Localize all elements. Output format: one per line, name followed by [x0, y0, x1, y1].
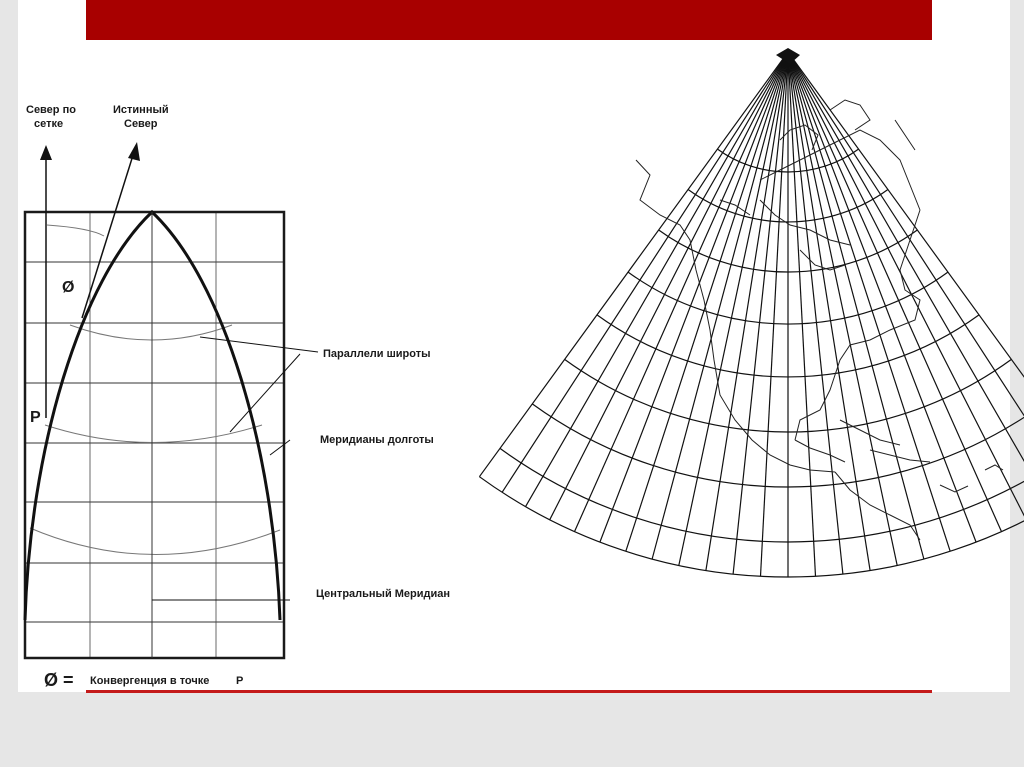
map-meridian-line — [600, 52, 788, 542]
map-meridian-line — [788, 52, 1002, 532]
parallels-label: Параллели широты — [323, 348, 431, 360]
pointer-meridians — [270, 440, 290, 455]
central-meridian-label: Центральный Меридиан — [316, 588, 451, 600]
map-meridian-line — [761, 52, 789, 576]
grid-north-arrowhead — [40, 145, 52, 160]
meridians-label: Меридианы долготы — [320, 434, 434, 446]
pointer-parallels-2 — [230, 354, 300, 432]
map-meridian-line — [479, 52, 788, 477]
legend-point: P — [236, 675, 244, 687]
grid-north-label-line1: Север по — [26, 104, 76, 116]
continent-outline — [636, 100, 1003, 540]
map-meridian-line — [526, 52, 789, 507]
map-meridian-line — [788, 52, 843, 574]
map-meridian-line — [788, 52, 976, 542]
projection-map — [479, 48, 1024, 577]
map-meridian-line — [502, 52, 788, 492]
pointer-parallels-1 — [200, 337, 318, 352]
true-north-arrowhead — [128, 142, 140, 161]
latitude-parallels — [30, 225, 280, 555]
map-meridian-line — [550, 52, 788, 520]
map-meridian-line — [626, 52, 788, 551]
point-p-label: P — [30, 409, 41, 426]
legend-text: Конвергенция в точке — [90, 675, 210, 687]
map-meridian-line — [788, 52, 816, 576]
legend-symbol: Ø = — [44, 670, 74, 690]
convergence-diagram — [25, 142, 318, 658]
grid-vertical-lines — [90, 212, 216, 658]
grid-north-label-line2: сетке — [34, 118, 64, 130]
map-apex — [776, 48, 800, 64]
map-meridian-line — [788, 52, 897, 566]
phi-angle-label: Ø — [62, 279, 75, 296]
true-north-label-line2: Север — [124, 118, 158, 130]
map-graticule — [479, 52, 1024, 577]
map-meridian-line — [788, 52, 950, 551]
map-meridian-line — [575, 52, 789, 532]
map-meridian-line — [679, 52, 788, 566]
true-north-label-line1: Истинный — [113, 104, 169, 116]
map-meridian-line — [788, 52, 1024, 520]
map-meridian-line — [733, 52, 788, 574]
